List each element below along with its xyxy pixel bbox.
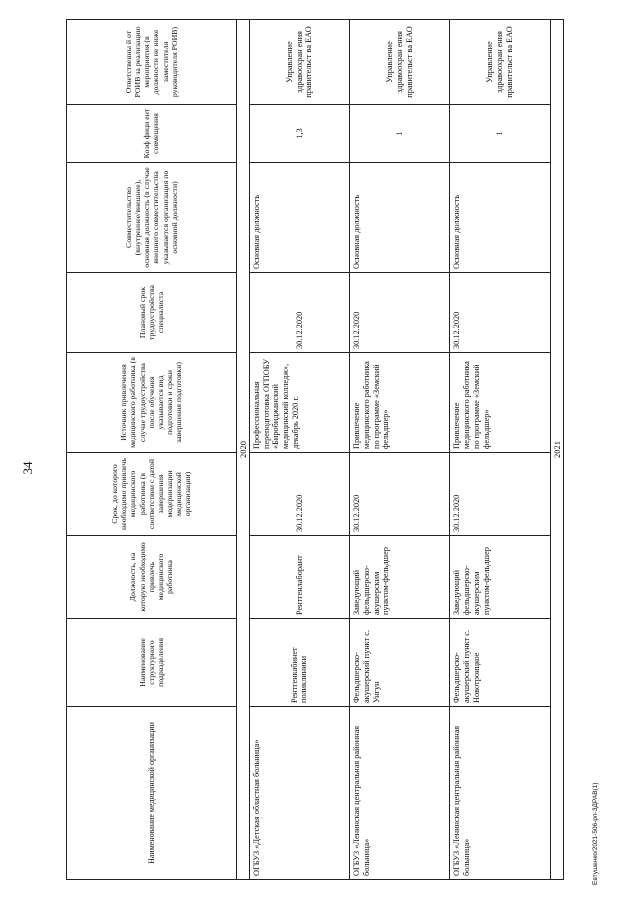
cell-position: Заведующий фельдшерско-акушерским пунктом-фельдшер — [350, 536, 450, 619]
cell-coef: 1,3 — [249, 105, 349, 163]
header-deadline: Срок, до которого необходимо привлечь медицинского работника (в соответствии с датой завершения модернизации медицинской организации) — [67, 453, 237, 536]
cell-deadline: 30.12.2020 — [350, 453, 450, 536]
rotated-table-container — [66, 20, 564, 880]
table-header-row — [67, 20, 237, 880]
staffing-plan-table — [66, 19, 564, 880]
cell-position: Рентгенлаборант — [249, 536, 349, 619]
cell-org: ОГБУЗ «Ленинская центральная районная больница» — [450, 707, 550, 880]
table-row — [350, 20, 450, 880]
cell-planned: 30.12.2020 — [450, 273, 550, 353]
cell-source: Привлечение медицинского работника по программе «Земский фельдшер» — [350, 353, 450, 453]
cell-planned: 30.12.2020 — [249, 273, 349, 353]
year-row — [550, 20, 563, 880]
cell-planned: 30.12.2020 — [350, 273, 450, 353]
cell-source: Профессиональная переподготовка ОГПОБУ «Биробиджанский медицинский колледж», декабрь 2020 г. — [249, 353, 349, 453]
page-number: 34 — [20, 461, 35, 475]
cell-combination: Основная должность — [350, 163, 450, 273]
header-planned: Плановый срок трудоустройства специалиста — [67, 273, 237, 353]
cell-source: Привлечение медицинского работника по программе «Земский фельдшер» — [450, 353, 550, 453]
header-responsible: Ответственны й от РОИВ за реализацию мероприятия (в должности не ниже заместителя руководителя РОИВ) — [67, 20, 237, 105]
header-source: Источник привлечения медицинского работника (в случае трудоустройства после обучения указывается вид подготовки и сроки завершения подготовки) — [67, 353, 237, 453]
table-row — [249, 20, 349, 880]
year-row — [236, 20, 249, 880]
cell-deadline: 30.12.2020 — [450, 453, 550, 536]
cell-coef: 1 — [450, 105, 550, 163]
header-coef: Коэф фици ент совмещения — [67, 105, 237, 163]
cell-position: Заведующий фельдшерско-акушерским пунктом-фельдшер — [450, 536, 550, 619]
cell-unit: Фельдшерско-акушерский пункт с. Новотроицкое — [450, 619, 550, 707]
header-org: Наименование медицинской организации — [67, 707, 237, 880]
cell-coef: 1 — [350, 105, 450, 163]
year-label: 2020 — [236, 20, 249, 880]
cell-org: ОГБУЗ «Ленинская центральная районная больница» — [350, 707, 450, 880]
header-unit: Наименование структурного подразделения — [67, 619, 237, 707]
cell-combination: Основная должность — [249, 163, 349, 273]
document-code: Евтушенко/2021-506-рп-ЗДРАВ(1) — [592, 782, 599, 885]
header-combination: Совместительство (внутреннее/внешнее), основная должность (в случае внешнего совместительства указывается организация по основной должности) — [67, 163, 237, 273]
cell-responsible: Управление здравоохран ения правительст ва ЕАО — [450, 20, 550, 105]
cell-unit: Фельдшерско-акушерский пункт с. Унгун — [350, 619, 450, 707]
table-row — [450, 20, 550, 880]
cell-combination: Основная должность — [450, 163, 550, 273]
cell-org: ОГБУЗ «Детская областная больница» — [249, 707, 349, 880]
cell-responsible: Управление здравоохран ения правительст ва ЕАО — [249, 20, 349, 105]
header-position: Должность, на которую необходимо привлечь медицинского работника — [67, 536, 237, 619]
cell-responsible: Управление здравоохран ения правительст ва ЕАО — [350, 20, 450, 105]
cell-unit: Рентгенкабинет поликлиники — [249, 619, 349, 707]
year-label: 2021 — [550, 20, 563, 880]
cell-deadline: 30.12.2020 — [249, 453, 349, 536]
